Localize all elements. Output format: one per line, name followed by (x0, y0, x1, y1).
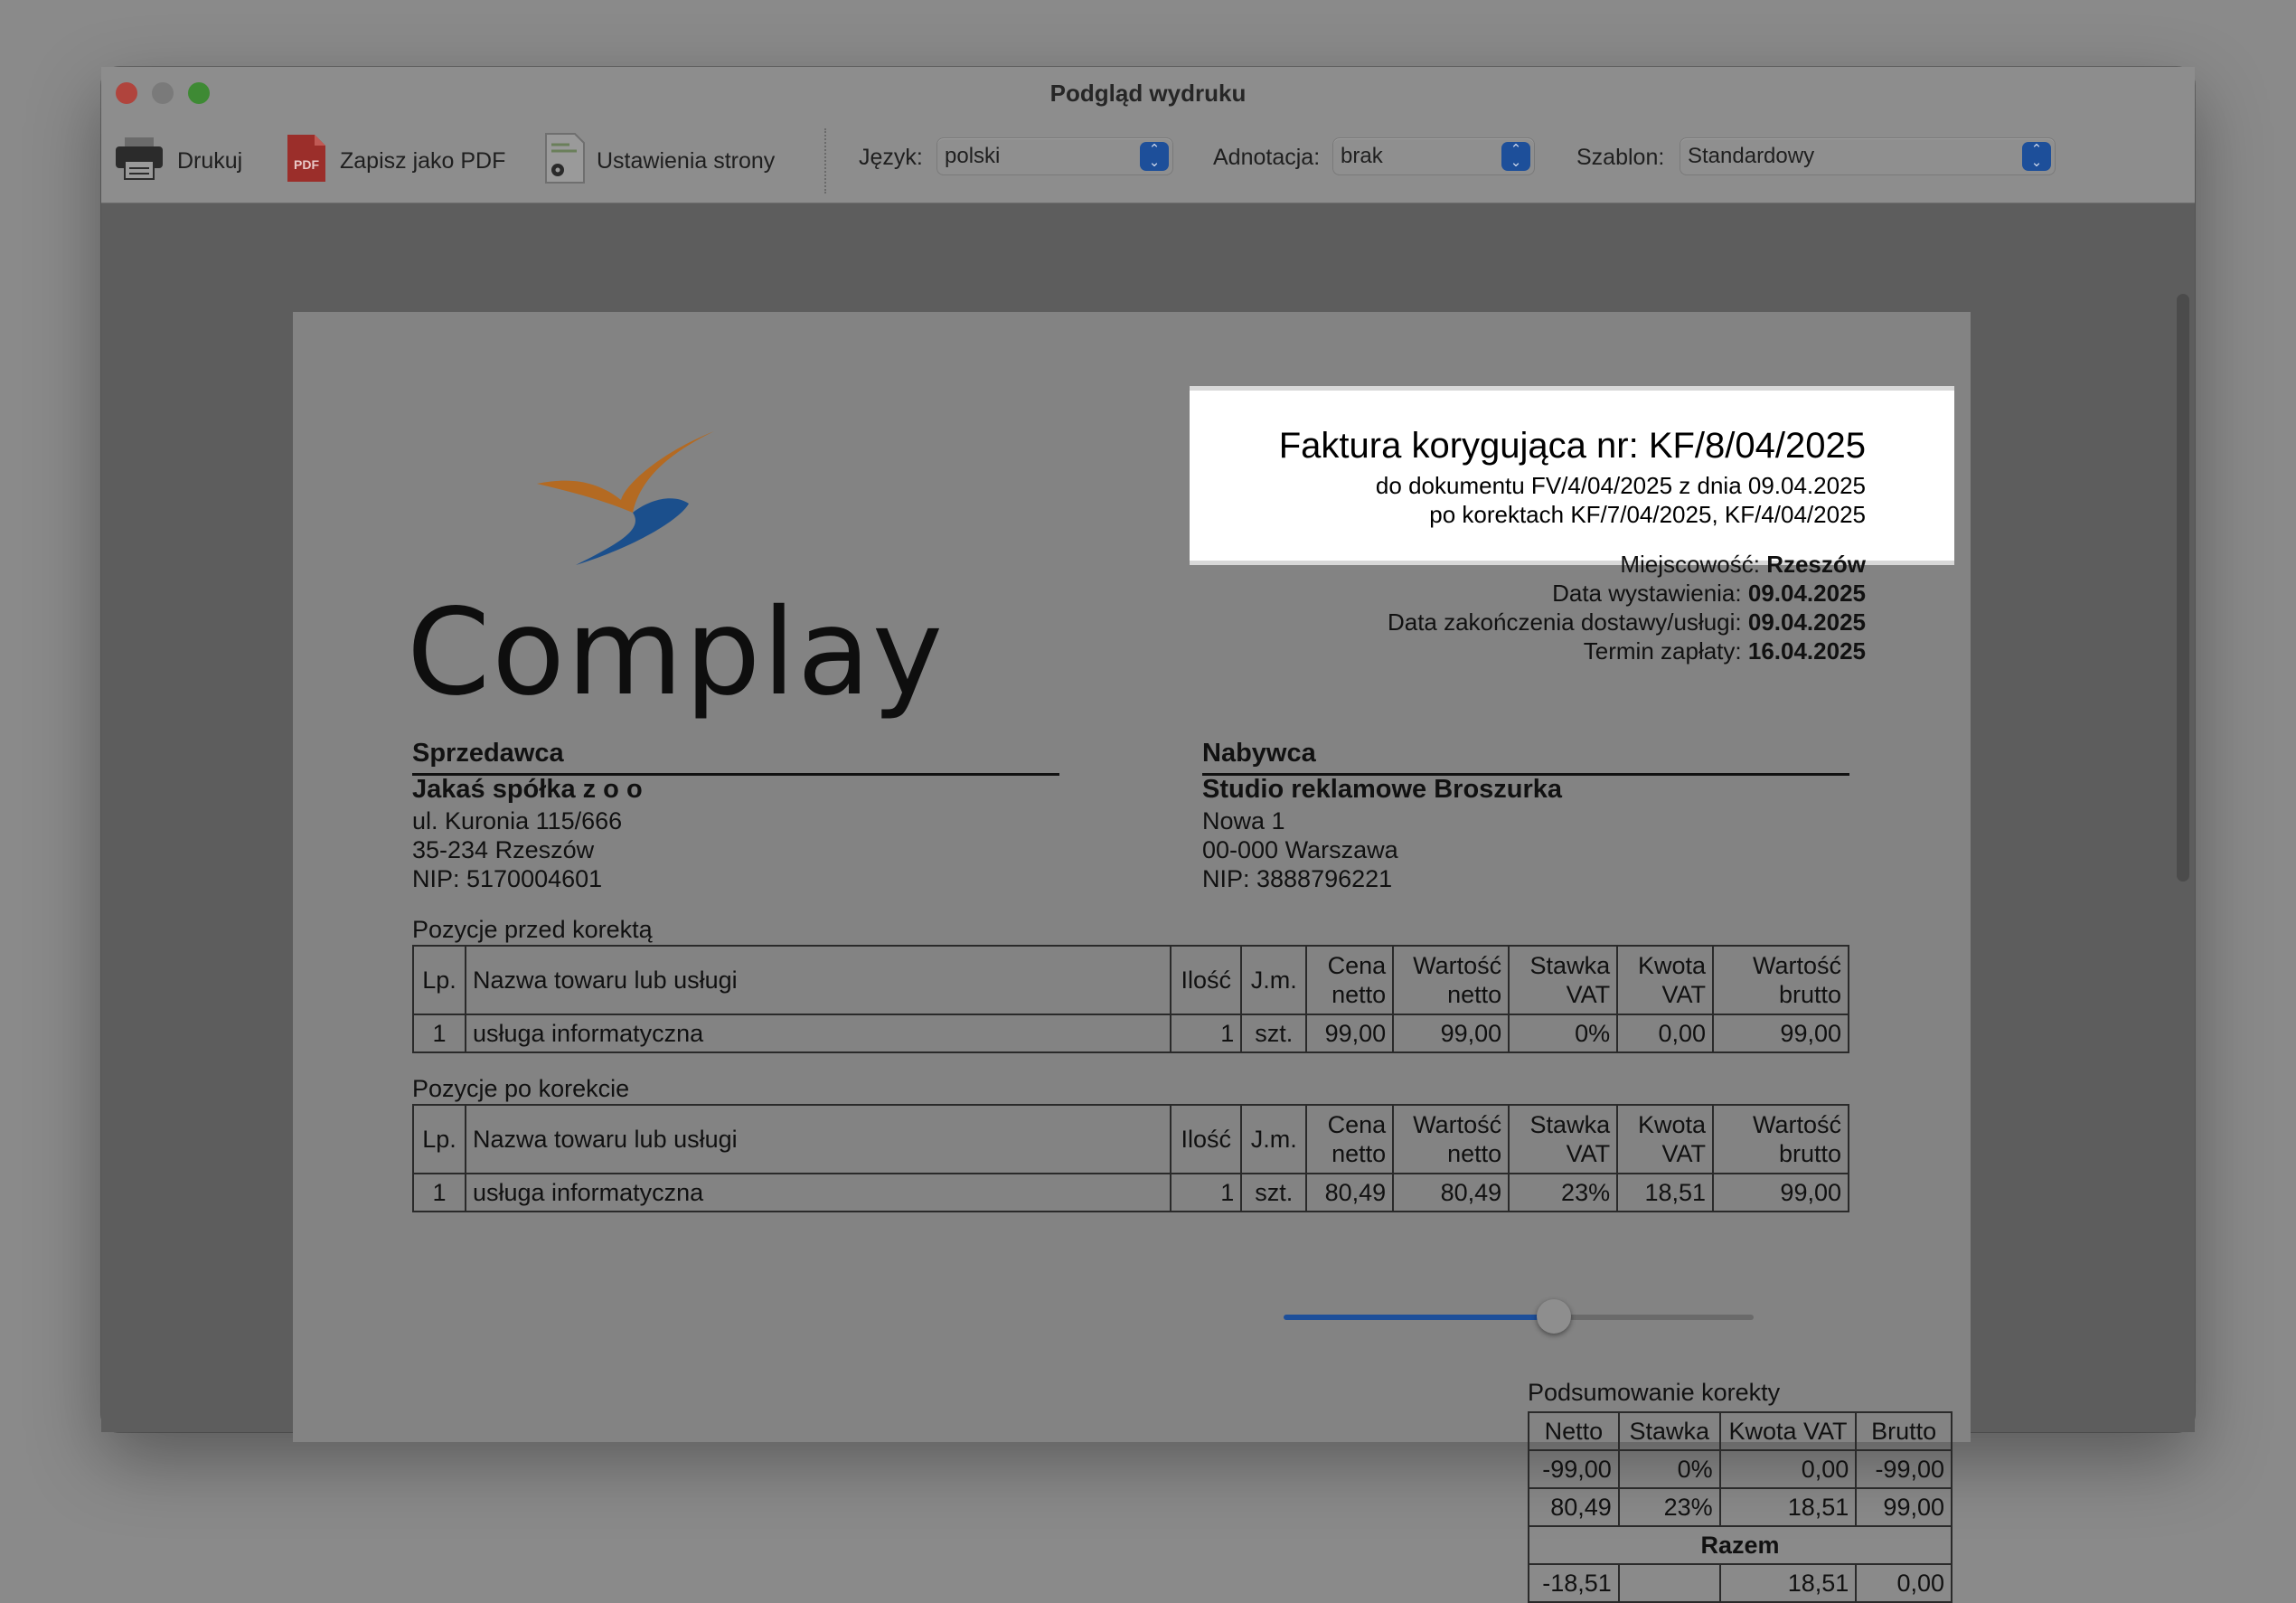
seller-city: 35-234 Rzeszów (412, 836, 595, 863)
before-correction-table (412, 945, 1849, 1053)
after-correction-title: Pozycje po korekcie (412, 1075, 630, 1102)
summary-total-row: -18,51 18,51 0,00 (1529, 1564, 1952, 1602)
seller-street: ul. Kuronia 115/666 (412, 807, 623, 835)
table-row: 1 usługa informatyczna 1 szt. 99,00 99,00 0% 0,00 99,00 (413, 1014, 1849, 1052)
print-preview-window (101, 67, 2195, 1597)
language-value: polski (945, 144, 1001, 168)
before-correction-title: Pozycje przed korektą (412, 916, 653, 943)
company-logo-icon (535, 429, 716, 574)
meta-payment-date: Termin zapłaty: 16.04.2025 (1583, 637, 1866, 665)
seller-name: Jakaś spółka z o o (412, 775, 643, 804)
chevron-updown-icon: ⌃ ⌄ (1140, 142, 1169, 171)
invoice-previous-corrections: po korektach KF/7/04/2025, KF/4/04/2025 (1429, 501, 1866, 528)
toolbar-separator (824, 128, 826, 193)
zoom-slider-knob[interactable] (1537, 1299, 1571, 1334)
summary-header-row: Netto Stawka Kwota VAT Brutto (1529, 1412, 1952, 1450)
toolbar (101, 119, 2195, 203)
meta-place: Miejscowość: Rzeszów (1620, 551, 1866, 578)
buyer-nip: NIP: 3888796221 (1202, 865, 1393, 892)
summary-total-label-row: Razem (1529, 1526, 1952, 1564)
annotation-label: Adnotacja: (1213, 145, 1321, 170)
annotation-value: brak (1341, 144, 1383, 168)
chevron-updown-icon: ⌃ ⌄ (2022, 142, 2051, 171)
seller-heading: Sprzedawca (412, 739, 1059, 776)
invoice-page (293, 312, 1971, 1597)
table-header-row: Lp. Nazwa towaru lub usługi Ilość J.m. Cena netto Wartość netto Stawka VAT Kwota VAT Wartość brutto (413, 1105, 1849, 1174)
page-setup-label: Ustawienia strony (597, 147, 776, 174)
window-title: Podgląd wydruku (1049, 80, 1247, 107)
table-header-row: Lp. Nazwa towaru lub usługi Ilość J.m. Cena netto Wartość netto Stawka VAT Kwota VAT Wartość brutto (413, 946, 1849, 1014)
save-pdf-label: Zapisz jako PDF (340, 147, 506, 174)
meta-delivery-date: Data zakończenia dostawy/usługi: 09.04.2025 (1387, 608, 1866, 636)
page-setup-button[interactable] (542, 119, 775, 203)
summary-row: 80,49 23% 18,51 99,00 (1529, 1488, 1952, 1526)
buyer-heading: Nabywca (1202, 739, 1849, 776)
seller-nip: NIP: 5170004601 (412, 865, 603, 892)
svg-text:PDF: PDF (294, 156, 319, 172)
meta-issue-date: Data wystawienia: 09.04.2025 (1552, 580, 1866, 607)
page-settings-icon (542, 132, 588, 191)
title-bar (101, 67, 2195, 120)
chevron-updown-icon: ⌃ ⌄ (1501, 142, 1530, 171)
template-value: Standardowy (1688, 144, 1815, 168)
company-logo-text: Complay (407, 583, 945, 722)
language-label: Język: (859, 145, 923, 170)
summary-row: -99,00 0% 0,00 -99,00 (1529, 1450, 1952, 1488)
summary-title: Podsumowanie korekty (1528, 1379, 1781, 1406)
language-select[interactable] (936, 137, 1173, 175)
buyer-street: Nowa 1 (1202, 807, 1285, 835)
preview-area[interactable] (101, 203, 2195, 1597)
summary-table (1528, 1411, 1953, 1603)
vertical-scrollbar[interactable] (2177, 294, 2189, 882)
zoom-slider-track[interactable] (1555, 1315, 1754, 1320)
buyer-city: 00-000 Warszawa (1202, 836, 1398, 863)
zoom-slider-fill (1284, 1315, 1555, 1320)
save-pdf-button[interactable] (286, 119, 505, 203)
printer-icon (114, 136, 165, 187)
buyer-name: Studio reklamowe Broszurka (1202, 775, 1563, 804)
print-label: Drukuj (177, 147, 243, 174)
annotation-select[interactable] (1332, 137, 1535, 175)
pdf-icon (286, 133, 327, 190)
after-correction-table (412, 1104, 1849, 1212)
invoice-title: Faktura korygująca nr: KF/8/04/2025 (1278, 426, 1866, 466)
print-button[interactable] (114, 119, 242, 203)
invoice-reference: do dokumentu FV/4/04/2025 z dnia 09.04.2025 (1375, 472, 1866, 499)
template-label: Szablon: (1576, 145, 1665, 170)
table-row: 1 usługa informatyczna 1 szt. 80,49 80,49 23% 18,51 99,00 (413, 1174, 1849, 1212)
template-select[interactable] (1680, 137, 2056, 175)
